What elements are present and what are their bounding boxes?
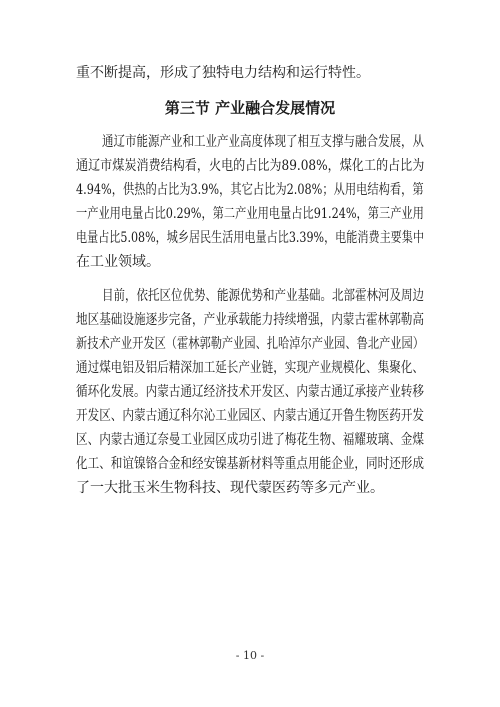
paragraph-line: 在工业领域。: [76, 254, 160, 270]
paragraph-line: 开发区、内蒙古通辽科尔沁工业园区、内蒙古通辽开鲁生物医药开发: [76, 408, 425, 424]
continuation-line: 重不断提高，形成了独特电力结构和运行特性。: [76, 65, 370, 81]
page-number: - 10 -: [235, 649, 265, 662]
paragraph-line: 4.94%，供热的占比为3.9%，其它占比为2.08%；从用电结构看，第: [76, 182, 424, 198]
section-title: 第三节 产业融合发展情况: [164, 99, 336, 117]
paragraph-line: 目前，依托区位优势、能源优势和产业基础。北部霍林河及周边: [102, 288, 424, 304]
paragraph-line: 地区基础设施逐步完备，产业承载能力持续增强，内蒙古霍林郭勒高: [76, 312, 425, 328]
paragraph-line: 通辽市能源产业和工业产业高度体现了相互支撑与融合发展，从: [102, 134, 424, 150]
paragraph-line: 循环化发展。内蒙古通辽经济技术开发区、内蒙古通辽承接产业转移: [76, 384, 425, 400]
paragraph-line: 通辽市煤炭消费结构看，火电的占比为89.08%，煤化工的占比为: [76, 158, 425, 174]
paragraph-line: 了一大批玉米生物科技、现代蒙医药等多元产业。: [76, 480, 384, 496]
paragraph-line: 新技术产业开发区（霍林郭勒产业园、扎哈淖尔产业园、鲁北产业园）: [76, 336, 424, 352]
paragraph-line: 一产业用电量占比0.29%，第二产业用电量占比91.24%，第三产业用: [76, 206, 424, 222]
paragraph-line: 化工、和谊镍铬合金和经安镍基新材料等重点用能企业，同时还形成: [76, 456, 425, 472]
paragraph-line: 区、内蒙古通辽奈曼工业园区成功引进了梅花生物、福耀玻璃、金煤: [76, 432, 425, 448]
paragraph-line: 通过煤电铝及铝后精深加工延长产业链，实现产业规模化、集聚化、: [76, 360, 425, 376]
paragraph-line: 电量占比5.08%，城乡居民生活用电量占比3.39%，电能消费主要集中: [76, 230, 424, 246]
